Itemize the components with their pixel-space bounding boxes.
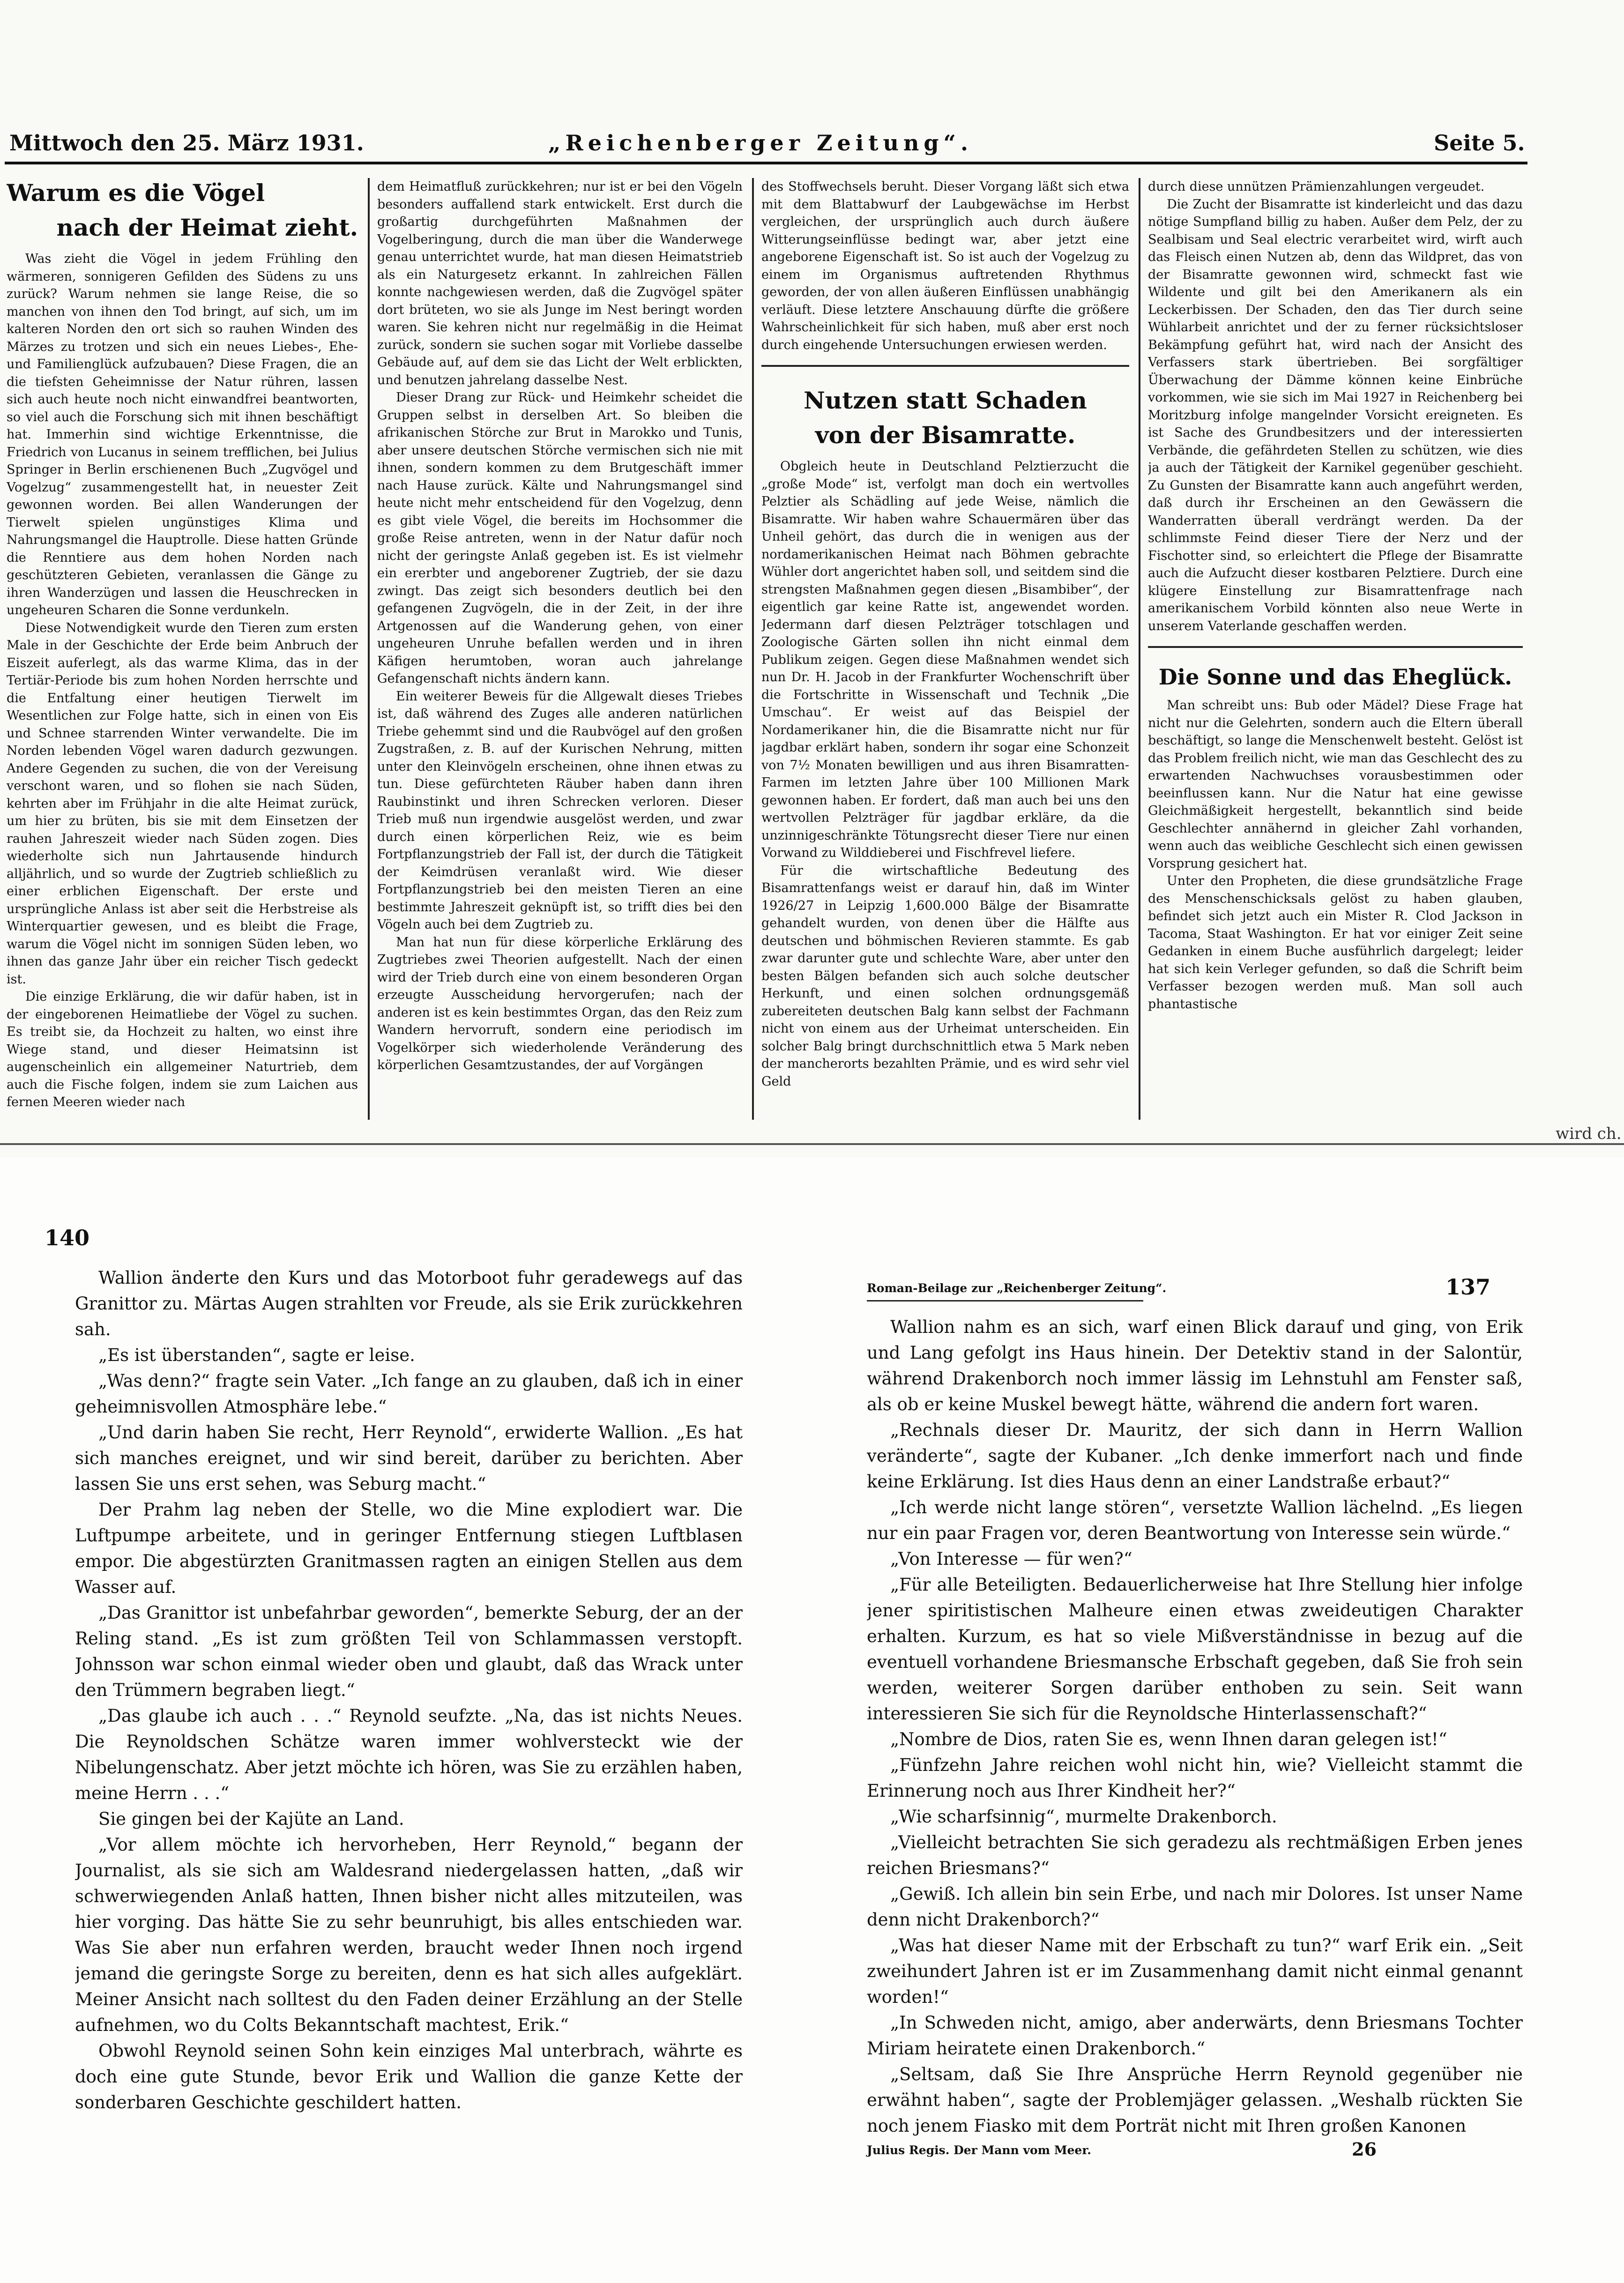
novel-paragraph: „Ich werde nicht lange stören“, versetzte Wallion lächelnd. „Es liegen nur ein paar Fragen vor, deren Beantwortung von Interesse sein würde.“: [867, 1497, 1523, 1543]
novel-paragraph: „Vor allem möchte ich hervorheben, Herr Reynold,“ begann der Journalist, als sie sich am Waldesrand niedergelassen hatten, „daß wir schwerwiegenden Anlaß hatten, Ihnen bisher nicht alles mitzuteilen, was hier vorging. Das hätte Sie zu sehr beunruhigt, bis alles entschieden war. Was Sie aber nun erfahren werden, braucht weder Ihnen noch irgend jemand die geringste Sorge zu bereiten, denn es hat sich alles aufgeklärt. Meiner Ansicht nach solltest du den Faden deiner Erzählung an der Stelle aufnehmen, wo du Colts Bekanntschaft machtest, Erik.“: [75, 1835, 743, 2035]
article-headline-continued: nach der Heimat zieht.: [56, 214, 358, 241]
article-paragraph: Unter den Propheten, die diese grundsätzliche Frage des Menschenschicksals gelöst zu haben glauben, befindet sich jetzt auch ein Mister R. Clod Jackson in Tacoma, Staat Washington. Er hat vor einiger Zeit seine Gedanken in einem Buche ausführlich dargelegt; leider hat sich kein Verleger gefunden, so daß die Schrift beim Verfasser bezogen werden muß. Man soll auch phantastische: [1148, 874, 1523, 1011]
column-divider: [368, 178, 370, 1120]
novel-paragraph: „Es ist überstanden“, sagte er leise.: [98, 1345, 415, 1365]
column-4: [1148, 178, 1523, 1120]
article-paragraph: dem Heimatfluß zurückkehren; nur ist er bei den Vögeln besonders auffallend stark entwickelt. Erst durch die großartig durchgeführten Maßnahmen der Vogelberingung, durch die man über die Wanderwege genau unterrichtet wurde, hat man diesen Heimatstrieb als ein Naturgesetz erkannt. In zahlreichen Fällen konnte nachgewiesen werden, daß die Zugvögel später dort brüteten, wo sie als Junge im Nest beringt worden waren. Sie kehren nicht nur regelmäßig in die Heimat zurück, sondern sie suchen sogar mit Vorliebe dasselbe Gebäude auf, auf dem sie das Licht der Welt erblickten, und benutzen jahrelang dasselbe Nest.: [377, 179, 743, 387]
header-rule: [5, 162, 1527, 164]
article-headline: Warum es die Vögel: [7, 179, 265, 207]
header-page: Seite 5.: [1434, 130, 1525, 156]
novel-paragraph: „Seltsam, daß Sie Ihre Ansprüche Herrn Reynold gegenüber nie erwähnt haben“, sagte der Problemjäger gelassen. „Weshalb rückten Sie noch jenem Fiasko mit dem Porträt nicht mit Ihren großen Kanonen: [867, 2064, 1523, 2136]
supplement-header: Roman-Beilage zur „Reichenberger Zeitung“.: [867, 1281, 1167, 1295]
article-paragraph: des Stoffwechsels beruht. Dieser Vorgang läßt sich etwa mit dem Blattabwurf der Laubgewächse im Herbst vergleichen, der ursprünglich auch durch äußere Witterungseinflüsse bedingt war, aber jetzt eine angeborene Eigenschaft ist. So ist auch der Vogelzug zu einem im Organismus auftretenden Rhythmus geworden, der von allen äußeren Einflüssen unabhängig verläuft. Diese letztere Anschauung dürfte die größere Wahrscheinlichkeit für sich haben, muß aber erst noch durch eingehende Untersuchungen erwiesen werden.: [761, 179, 1129, 352]
article-paragraph: Man schreibt uns: Bub oder Mädel? Diese Frage hat nicht nur die Gelehrten, sondern auch die Eltern überall beschäftigt, so lange die Menschenwelt besteht. Gelöst ist das Problem freilich nicht, wie man das Geschlecht des zu erwartenden Nachwuchses vorausbestimmen oder beeinflussen kann. Nur die Natur hat eine gewisse Gleichmäßigkeit hergestellt, bekanntlich sind beide Geschlechter annähernd in gleicher Zahl vorhanden, wenn auch das weibliche Geschlecht sich einen gewissen Vorsprung gesichert hat.: [1148, 698, 1523, 871]
novel-paragraph: „Gewiß. Ich allein bin sein Erbe, und nach mir Dolores. Ist unser Name denn nicht Drakenborch?“: [867, 1884, 1523, 1930]
novel-paragraph: „Von Interesse — für wen?“: [890, 1549, 1132, 1569]
page-number: 137: [1445, 1274, 1491, 1300]
article-paragraph: Man hat nun für diese körperliche Erklärung des Zugtriebes zwei Theorien aufgestellt. Nach der einen wird der Trieb durch eine von einem besonderen Organ erzeugte Ausscheidung hervorgerufen; nach der anderen ist es kein bestimmtes Organ, das den Reiz zum Wandern hervorruft, sondern eine periodisch im Vogelkörper sich wiederholende Veränderung des körperlichen Gesamtzustandes, der auf Vorgängen: [377, 935, 743, 1072]
column-2: [377, 178, 743, 1120]
novel-paragraph: Wallion nahm es an sich, warf einen Blick darauf und ging, von Erik und Lang gefolgt ins Haus hinein. Der Detektiv stand in der Salontür, während Drakenborch noch immer lässig im Lehnstuhl am Fenster saß, als ob er keine Muskel bewegt hätte, während die andern fort waren.: [867, 1317, 1523, 1414]
novel-page-left: [75, 1265, 743, 2179]
article-paragraph: Dieser Drang zur Rück- und Heimkehr scheidet die Gruppen selbst in derselben Art. So bleiben die afrikanischen Störche zur Brut in Marokko und Tunis, aber unsere deutschen Störche vermischen sich nie mit ihnen, sondern kommen zu dem Brutgeschäft immer nach Hause zurück. Kälte und Nahrungsmangel sind heute nicht mehr entscheidend für den Vogelzug, denn es gibt viele Vögel, die bereits im Hochsommer die große Reise antreten, wenn in der Natur dafür noch nicht der geringste Anlaß gegeben ist. Es ist vielmehr ein ererbter und angeborener Zugtrieb, der sie dazu zwingt. Das zeigt sich besonders deutlich bei den gefangenen Zugvögeln, die in der Zeit, in der ihre Artgenossen auf die Wanderung gehen, von einer ungeheuren Unruhe befallen werden und in ihren Käfigen herumtoben, woran auch jahrelange Gefangenschaft nichts ändern kann.: [377, 390, 743, 686]
article-separator: [761, 365, 1129, 367]
novel-paragraph: „Wie scharfsinnig“, murmelte Drakenborch.: [890, 1807, 1277, 1827]
article-paragraph: Diese Notwendigkeit wurde den Tieren zum ersten Male in der Geschichte der Erde beim Anbruch der Eiszeit auferlegt, als das warme Klima, das in der Tertiär-Periode bis zum hohen Norden herrschte und die Entfaltung einer heutigen Tierwelt im Wesentlichen zur Folge hatte, sich in einen von Eis und Schnee starrenden Winter verwandelte. Die im Norden lebenden Vögel waren dadurch gezwungen. Andere Gegenden zu suchen, die von der Vereisung verschont waren, und so flohen sie nach Süden, kehrten aber im Frühjahr in die alte Heimat zurück, um hier zu brüten, bis sie mit dem Einsetzen der rauhen Jahreszeit wieder nach Süden zogen. Dies wiederholte sich nun Jahrtausende hindurch alljährlich, und so wurde der Zugtrieb schließlich zu einer erblichen Eigenschaft. Der erste und ursprüngliche Anlass ist aber seit die Herbstreise als Winterquartier gewesen, und es bleibt die Frage, warum die Vögel nicht im sonnigen Süden leben, wo ihnen das ganze Jahr über ein reicher Tisch gedeckt ist.: [7, 620, 358, 987]
novel-paragraph: „Nombre de Dios, raten Sie es, wenn Ihnen daran gelegen ist!“: [890, 1729, 1447, 1749]
novel-paragraph: Sie gingen bei der Kajüte an Land.: [98, 1809, 404, 1829]
novel-paragraph: „Was denn?“ fragte sein Vater. „Ich fange an zu glauben, daß ich in einer geheimnisvollen Atmosphäre lebe.“: [75, 1371, 743, 1417]
novel-paragraph: „Rechnals dieser Dr. Mauritz, der sich dann in Herrn Wallion veränderte“, sagte der Kubaner. „Ich denke immerfort nach und finde keine Erklärung. Ist dies Haus denn an einer Landstraße erbaut?“: [867, 1420, 1523, 1492]
article-paragraph: Was zieht die Vögel in jedem Frühling den wärmeren, sonnigeren Gefilden des Südens zu uns zurück? Warum nehmen sie lange Reise, die so manchen von ihnen den Tod bringt, auf sich, um im kalteren Norden den ort sich so rauhen Winden des Märzes zu trotzen und sich ein neues Liebes-, Ehe- und Familienglück aufzubauen? Diese Fragen, die an die tiefsten Geheimnisse der Natur rühren, lassen sich auch heute noch nicht einwandfrei beantworten, so viel auch die Forschung sich mit ihnen beschäftigt hat. Immerhin sind wichtige Erkenntnisse, die Friedrich von Lucanus in seinem trefflichen, bei Julius Springer in Berlin erschienenen Buch „Zugvögel und Vogelzug“ zusammengestellt hat, in neuester Zeit gewonnen worden. Bei allen Wanderungen der Tierwelt spielen ungünstiges Klima und Nahrungsmangel die Hauptrolle. Diese hatten Gründe die Renntiere aus dem hohen Norden nach geschützteren Gebieten, veranlassen die Gänge zu ihren Wanderzügen und lassen die Heuschrecken in ungeheuren Scharen die Sonne verdunkeln.: [7, 252, 358, 617]
column-divider: [1139, 178, 1140, 1120]
article-headline-continued: von der Bisamratte.: [815, 421, 1076, 449]
article-paragraph: Die Zucht der Bisamratte ist kinderleicht und das dazu nötige Sumpfland billig zu haben. Außer dem Pelz, der zu Sealbisam und Seal electric verarbeitet wird, wirft auch das Fleisch einen Nutzen ab, denn das Wildpret, das von der Bisamratte gewonnen wird, schmeckt fast wie Wildente und gilt bei den Amerikanern als ein Leckerbissen. Der Schaden, den das Tier durch seine Wühlarbeit anrichtet und der zu ferner rücksichtsloser Bekämpfung geführt hat, wird nach der Ansicht des Verfassers stark übertrieben. Bei sorgfältiger Überwachung der Dämme können keine Einbrüche vorkommen, wie sie sich im Mai 1927 in Reichenberg bei Moritzburg infolge mangelnder Vorsicht ereigneten. Es ist Sache des Grundbesitzers und der interessierten Verbände, die gefährdeten Stellen zu schützen, wie dies ja auch der Tätigkeit der Karnikel gegenüber geschieht. Zu Gunsten der Bisamratte kann auch angeführt werden, daß durch ihr Erscheinen an den Gewässern die Wanderratten überall verdrängt werden. Da der schlimmste Feind dieser Tiere der Nerz und der Fischotter sind, so erleichtert die Pflege der Bisamratte auch die Aufzucht dieser kostbaren Pelztiere. Durch eine klügere Einstellung zur Bisamrattenfrage nach amerikanischem Vorbild könnten also neue Werte in unserem Vaterlande geschaffen werden.: [1148, 197, 1523, 633]
article-paragraph: Die einzige Erklärung, die wir dafür haben, ist in der eingeborenen Heimatliebe der Vögel zu suchen. Es treibt sie, da Hochzeit zu halten, wo einst ihre Wiege stand, und dieser Heimatsinn ist augenscheinlich ein allgemeiner Naturtrieb, dem auch die Fische folgen, indem sie zum Laichen aus fernen Meeren wieder nach: [7, 989, 358, 1109]
article-paragraph: Ein weiterer Beweis für die Allgewalt dieses Triebes ist, daß während des Zuges alle anderen natürlichen Triebe gehemmt sind und die Raubvögel auf den großen Zugstraßen, z. B. auf der Kurischen Nehrung, mitten unter den Kleinvögeln erscheinen, ohne ihnen etwas zu tun. Diese gefürchteten Räuber haben dann ihren Raubinstinkt und ihren Schrecken verloren. Dieser Trieb muß nun irgendwie ausgelöst werden, und zwar durch einen körperlichen Reiz, wie es beim Fortpflanzungstrieb der Fall ist, der durch die Tätigkeit der Keimdrüsen veranlaßt wird. Wie dieser Fortpflanzungstrieb bei den meisten Tieren an eine bestimmte Jahreszeit geknüpft ist, so trifft dies bei den Vögeln auch bei dem Zugtrieb zu.: [377, 689, 743, 932]
novel-paragraph: „In Schweden nicht, amigo, aber anderwärts, denn Briesmans Tochter Miriam heiratete einen Drakenborch.“: [867, 2013, 1523, 2059]
article-headline: Die Sonne und das Eheglück.: [1158, 664, 1512, 690]
supplement-header-rule: [867, 1300, 1143, 1301]
clipping-edge: [0, 1143, 1624, 1145]
article-headline: Nutzen statt Schaden: [804, 387, 1087, 414]
novel-paragraph: „Das glaube ich auch . . .“ Reynold seufzte. „Na, das ist nichts Neues. Die Reynoldschen Schätze waren immer wohlversteckt wie der Nibelungenschatz. Aber jetzt möchte ich hören, was Sie zu erzählen haben, meine Herrn . . .“: [75, 1706, 743, 1803]
novel-paragraph: „Und darin haben Sie recht, Herr Reynold“, erwiderte Wallion. „Es hat sich manches ereignet, und wir sind bereit, darüber zu berichten. Aber lassen Sie uns erst sehen, was Seburg macht.“: [75, 1422, 743, 1494]
article-paragraph: Für die wirtschaftliche Bedeutung des Bisamrattenfangs weist er darauf hin, daß im Winter 1926/27 in Leipzig 1,600.000 Bälge der Bisamratte gehandelt wurden, von denen über die Hälfte aus deutschen und böhmischen Revieren stammte. Es gab zwar darunter gute und schlechte Ware, aber unter den besten Bälgen befanden sich auch solche deutscher Herkunft, und einen solchen ordnungsgemäß zubereiteten deutschen Balg kann selbst der Fachmann nicht von einem aus der Urheimat unterscheiden. Ein solcher Balg bringt durchschnittlich etwa 5 Mark neben der mancherorts bezahlten Prämie, und es wird sehr viel Geld: [761, 863, 1129, 1089]
novel-paragraph: „Das Granittor ist unbefahrbar geworden“, bemerkte Seburg, der an der Reling stand. „Es ist zum größten Teil von Schlammassen verstopft. Johnsson war schon einmal wieder oben und glaubt, daß das Wrack unter den Trümmern begraben liegt.“: [75, 1603, 743, 1700]
novel-paragraph: „Vielleicht betrachten Sie sich geradezu als rechtmäßigen Erben jenes reichen Briesmans?“: [867, 1832, 1523, 1878]
article-separator: [1148, 646, 1523, 648]
novel-paragraph: „Fünfzehn Jahre reichen wohl nicht hin, wie? Vielleicht stammt die Erinnerung noch aus Ihrer Kindheit her?“: [867, 1755, 1523, 1801]
novel-paragraph: „Was hat dieser Name mit der Erbschaft zu tun?“ warf Erik ein. „Seit zweihundert Jahren ist er im Zusammenhang damit nicht einmal genannt worden!“: [867, 1935, 1523, 2007]
novel-paragraph: „Für alle Beteiligten. Bedauerlicherweise hat Ihre Stellung hier infolge jener spiritistischen Malheure einen etwas zweideutigen Charakter erhalten. Kurzum, es hat so viele Mißverständnisse in bezug auf die eventuell vorhandene Briesmansche Erbschaft gegeben, daß Sie froh sein werden, weiterer Sorgen darüber enthoben zu sein. Seit wann interessieren Sie sich für die Reynoldsche Hinterlassenschaft?“: [867, 1575, 1523, 1724]
header-date: Mittwoch den 25. März 1931.: [9, 130, 364, 156]
footer-author-title: Julius Regis. Der Mann vom Meer.: [867, 2143, 1091, 2157]
newspaper-title: „Reichenberger Zeitung“.: [548, 130, 973, 156]
column-1: [7, 178, 358, 1120]
article-paragraph: Obgleich heute in Deutschland Pelztierzucht die „große Mode“ ist, verfolgt man doch ein wertvolles Pelztier als Schädling auf jede Weise, nämlich die Bisamratte. Wir haben wahre Schauermären über das Unheil gehört, das durch die in wenigen aus der nordamerikanischen Heimat nach Böhmen gebrachte Wühler dort angerichtet haben soll, und seitdem sind die strengsten Maßnahmen gegen diesen „Bisambiber“, der eigentlich gar keine Ratte ist, angewendet worden. Jedermann darf diesen Pelzträger totschlagen und Zoologische Gärten sollen ihn nicht einmal dem Publikum zeigen. Gegen diese Maßnahmen wendet sich nun Dr. H. Jacob in der Frankfurter Wochenschrift über die Fortschritte in Wissenschaft und Technik „Die Umschau“. Er weist auf das Beispiel der Nordamerikaner hin, die die Bisamratte nicht nur für jagdbar erklärt haben, sondern ihr sogar eine Schonzeit von 7½ Monaten bewilligen und aus ihren Bisamratten-Farmen im letzten Jahre über 100 Millionen Mark gewonnen haben. Er fordert, daß man auch bei uns den wertvollen Pelzträger für jagdbar erkläre, da die unzinnigeschränkte Tötungsrecht dieser Tiere nur einen Vorwand zu Wilddieberei und Fischfrevel liefere.: [761, 459, 1129, 860]
footer-sheet-number: 26: [1352, 2139, 1377, 2160]
article-paragraph: durch diese unnützen Prämienzahlungen vergeudet.: [1148, 179, 1485, 194]
novel-paragraph: Obwohl Reynold seinen Sohn kein einziges Mal unterbrach, währte es doch eine gute Stunde, bevor Erik und Wallion die ganze Kette der sonderbaren Geschichte geschildert hatten.: [75, 2041, 743, 2112]
page-number: 140: [45, 1225, 90, 1250]
novel-paragraph: Wallion änderte den Kurs und das Motorboot fuhr geradewegs auf das Granittor zu. Märtas Augen strahlten vor Freude, als sie Erik zurückkehren sah.: [75, 1268, 743, 1339]
column-3: [761, 178, 1129, 1120]
column-divider: [752, 178, 754, 1120]
novel-paragraph: Der Prahm lag neben der Stelle, wo die Mine explodiert war. Die Luftpumpe arbeitete, und in geringer Entfernung stiegen Luftblasen empor. Die abgestürzten Granitmassen ragten an einigen Stellen aus dem Wasser auf.: [75, 1500, 743, 1597]
margin-note: wird ch.: [1556, 1124, 1622, 1143]
novel-page-right: [867, 1314, 1523, 2136]
